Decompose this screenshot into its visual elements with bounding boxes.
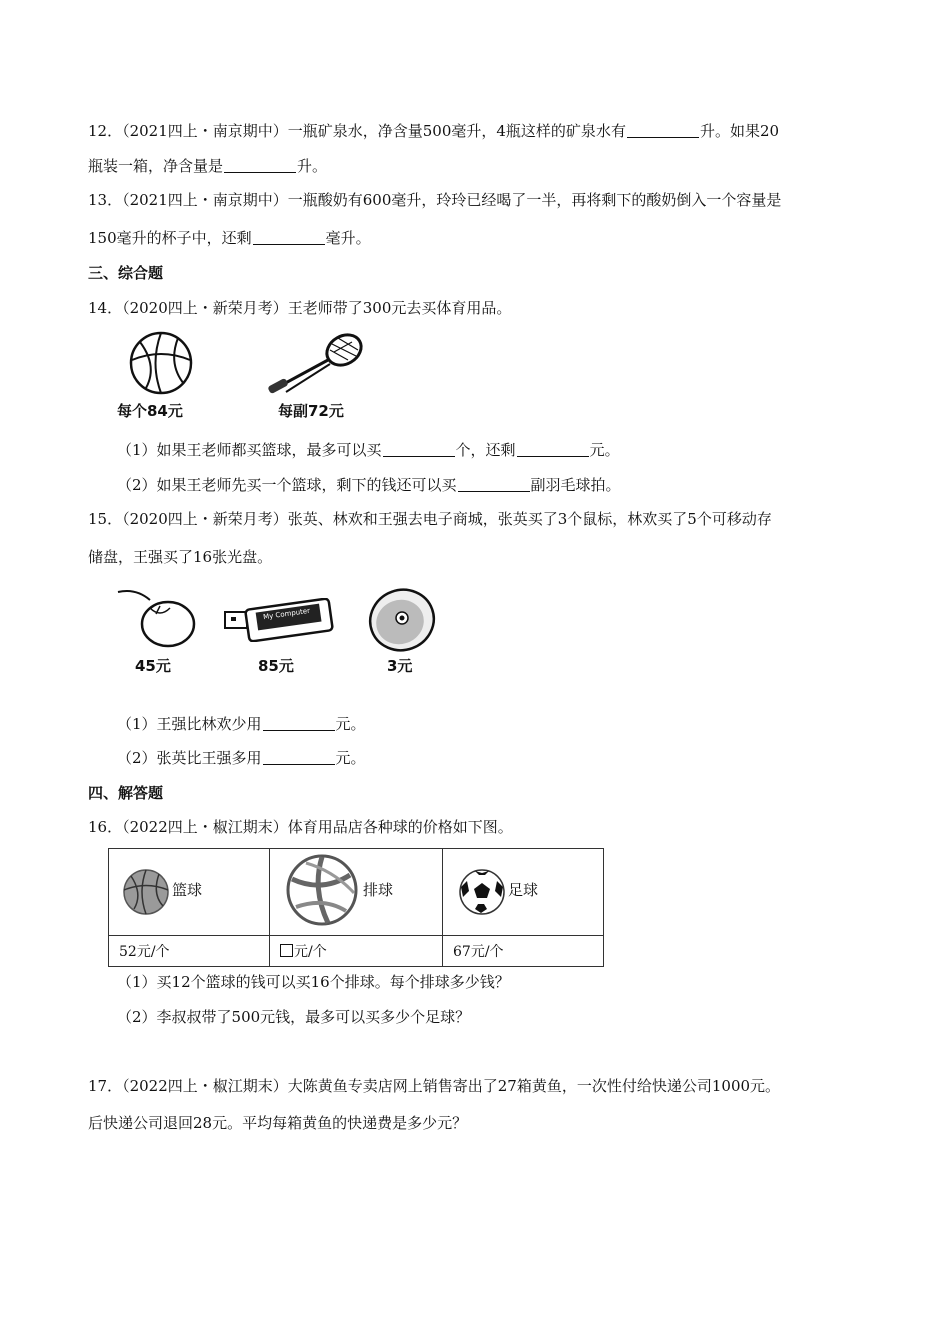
answer-blank[interactable] [627,122,699,138]
cd-icon [366,586,440,654]
football-price-cell: 67元/个 [443,936,604,967]
football-icon [457,867,507,917]
answer-blank[interactable] [458,476,530,492]
basketball-price-cell: 52元/个 [109,936,270,967]
basketball-cell [109,849,270,936]
answer-blank[interactable] [253,229,325,245]
q15-line1: 15．（2020四上・新荣月考）张英、林欢和王强去电子商城，张英买了3个鼠标，林欢买了5个可移动存 [88,510,772,528]
cd-price: 3元 [387,657,413,675]
section-heading-4: 四、解答题 [88,784,164,802]
q17-line2: 后快递公司退回28元。平均每箱黄鱼的快递费是多少元？ [88,1114,468,1132]
basketball-icon [121,867,171,917]
mouse-icon [116,588,198,650]
q16-sub1: （1）买12个篮球的钱可以买16个排球。每个排球多少钱？ [117,973,510,991]
q13-line1: 13．（2021四上・南京期中）一瓶酸奶有600毫升，玲玲已经喝了一半，再将剩下的酸奶倒入一个容量是 [88,191,782,209]
basketball-icon [128,330,198,400]
usb-price: 85元 [258,657,294,675]
q12-line1: 12．（2021四上・南京期中）一瓶矿泉水，净含量500毫升，4瓶这样的矿泉水有 升。如果20 [88,122,780,140]
badminton-racket-icon [262,330,372,396]
q15-line2: 储盘，王强买了16张光盘。 [88,548,273,566]
q12-line2: 瓶装一箱，净含量是 升。 [88,157,328,175]
q14-sub1: （1）如果王老师都买篮球，最多可以买 个，还剩 元。 [117,441,620,459]
volleyball-price-cell: 元/个 [270,936,443,967]
unknown-box [280,944,293,957]
q15-sub1: （1）王强比林欢少用 元。 [117,715,366,733]
football-cell [443,849,604,936]
q17-line1: 17．（2022四上・椒江期末）大陈黄鱼专卖店网上销售寄出了27箱黄鱼，一次性付给快递公司1000元。 [88,1077,781,1095]
ball-name: 排球 [363,881,394,899]
answer-blank[interactable] [383,441,455,457]
q15-sub2: （2）张英比王强多用 元。 [117,749,366,767]
usb-label: My Computer [262,606,311,622]
ball-name: 足球 [508,881,539,899]
mouse-price: 45元 [135,657,171,675]
usb-drive-icon [223,598,335,642]
answer-blank[interactable] [263,715,335,731]
volleyball-cell [270,849,443,936]
q13-line2: 150毫升的杯子中，还剩 毫升。 [88,229,371,247]
ball-name: 篮球 [172,881,203,899]
answer-blank[interactable] [517,441,589,457]
racket-price: 每副72元 [278,402,344,420]
q16-stem: 16．（2022四上・椒江期末）体育用品店各种球的价格如下图。 [88,818,513,836]
q16-sub2: （2）李叔叔带了500元钱，最多可以买多少个足球？ [117,1008,471,1026]
answer-blank[interactable] [224,157,296,173]
basketball-price: 每个84元 [117,402,183,420]
section-heading-3: 三、综合题 [88,264,164,282]
answer-blank[interactable] [263,749,335,765]
q14-sub2: （2）如果王老师先买一个篮球，剩下的钱还可以买 副羽毛球拍。 [117,476,621,494]
volleyball-icon [284,853,360,927]
ball-price-table [108,848,604,967]
q14-stem: 14．（2020四上・新荣月考）王老师带了300元去买体育用品。 [88,299,512,317]
